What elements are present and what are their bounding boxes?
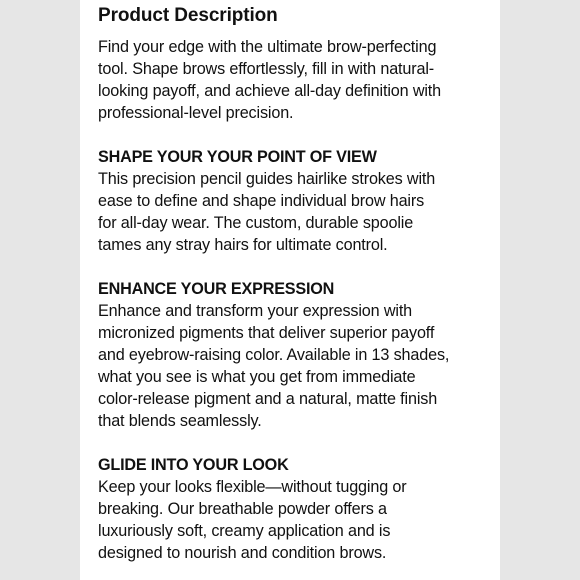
section-line: micronized pigments that deliver superior payoff <box>98 324 435 342</box>
section-enhance-expression <box>98 278 498 432</box>
section-line: what you see is what you get from immediate <box>98 368 416 386</box>
section-line: designed to nourish and condition brows. <box>98 544 387 562</box>
section-line: tames any stray hairs for ultimate control. <box>98 236 388 254</box>
section-glide-into-look <box>98 454 498 564</box>
section-body <box>98 168 498 256</box>
product-description-content <box>98 0 498 564</box>
page-title: Product Description <box>98 5 278 26</box>
intro-paragraph <box>98 36 498 124</box>
intro-line: tool. Shape brows effortlessly, fill in with natural- <box>98 60 435 78</box>
section-heading: SHAPE YOUR YOUR POINT OF VIEW <box>98 148 377 166</box>
section-line: ease to define and shape individual brow hairs <box>98 192 425 210</box>
section-line: and eyebrow-raising color. Available in 13 shades, <box>98 346 450 364</box>
section-body <box>98 300 498 432</box>
section-line: Enhance and transform your expression with <box>98 302 413 320</box>
intro-line: Find your edge with the ultimate brow-perfecting <box>98 38 437 56</box>
intro-line: professional-level precision. <box>98 104 294 122</box>
section-line: Keep your looks flexible—without tugging or <box>98 478 407 496</box>
intro-line: looking payoff, and achieve all-day definition with <box>98 82 442 100</box>
section-body <box>98 476 498 564</box>
section-line: for all-day wear. The custom, durable spoolie <box>98 214 414 232</box>
section-heading: ENHANCE YOUR EXPRESSION <box>98 280 335 298</box>
section-line: that blends seamlessly. <box>98 412 262 430</box>
section-line: breaking. Our breathable powder offers a <box>98 500 387 518</box>
section-shape-point-of-view <box>98 146 498 256</box>
section-heading: GLIDE INTO YOUR LOOK <box>98 456 289 474</box>
section-line: color-release pigment and a natural, matte finish <box>98 390 438 408</box>
product-description-card <box>80 0 500 580</box>
section-line: luxuriously soft, creamy application and is <box>98 522 391 540</box>
section-line: This precision pencil guides hairlike strokes with <box>98 170 436 188</box>
